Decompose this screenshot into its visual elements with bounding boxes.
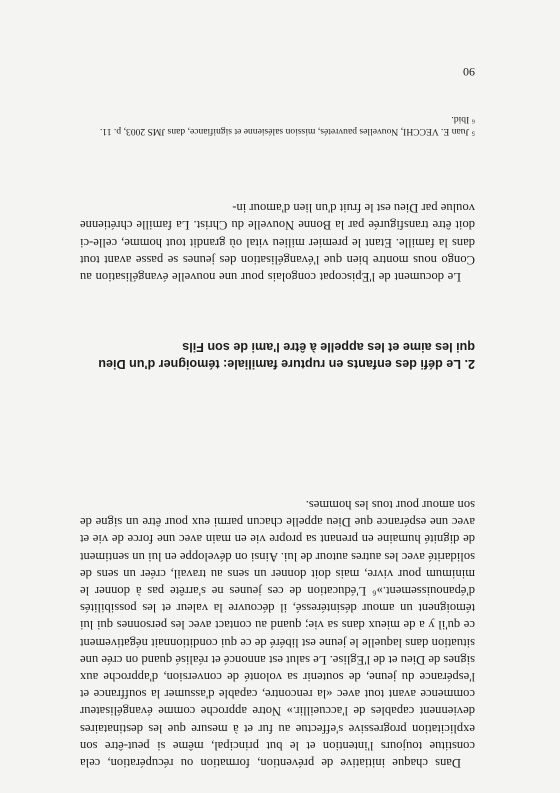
page-number: 90 bbox=[463, 65, 475, 79]
footnotes bbox=[80, 113, 475, 137]
paragraph-1: Dans chaque initiative de prévention, formation ou récupération, cela constitue toujours l'intention et le but principal, même si peut-être son explicitation progressive s'effectue au fur et à mesure que les destinataires deviennent capables de l'accueillir.» Notre approche comme évangélisateur commence avant tout avec «la rencontre, capable d'assumer la souffrance et l'espérance du jeune, de soutenir sa volonté de conversion, d'approche aux signes de Dieu et de l'Eglise. Le salut est annoncé et réalisé quand on crée une situation dans laquelle le jeune est libéré de ce qui conditionnait négativement ce qu'il y a de mieux dans sa vie; quand au contact avec les personnes qui lui témoignent un amour désintéressé, il découvre la valeur et les possibilités d'épanouissement.»⁶ L'éducation de ces jeunes ne s'arrête pas à donner le minimum pour vivre, mais doit donner un sens au travail, créer un sens de solidarité avec les autres autour de lui. Ainsi on développe en lui un sentiment de dignité humaine en prenant sa propre vie en main avec une force de vie et avec une espérance que Dieu appelle chacun parmi eux pour être un signe de son amour pour tous les hommes. bbox=[80, 497, 475, 770]
footnote-6: ⁶ Ibid. bbox=[451, 114, 475, 125]
paragraph-2: Le document de l'Episcopat congolais pour une nouvelle évangélisation au Congo nous montre bien que l'évangélisation des jeunes se passe avant tout dans la famille. Etant le premier milieu vital où grandit tout homme, celle-ci doit être transfigurée par la Bonne Nouvelle du Christ. La famille chrétienne voulue par Dieu est le fruit d'un lien d'amour in- bbox=[80, 201, 475, 284]
section-heading: 2. Le défi des enfants en rupture familiale: témoigner d'un Dieu qui les aime et les appelle à être l'ami de son Fils bbox=[98, 339, 475, 371]
footnote-5: ⁵ Juan E. VECCHI, Nouvelles pauvretés, mission salésienne et signifiance, dans JMS 2003, p. 11. bbox=[99, 126, 475, 137]
